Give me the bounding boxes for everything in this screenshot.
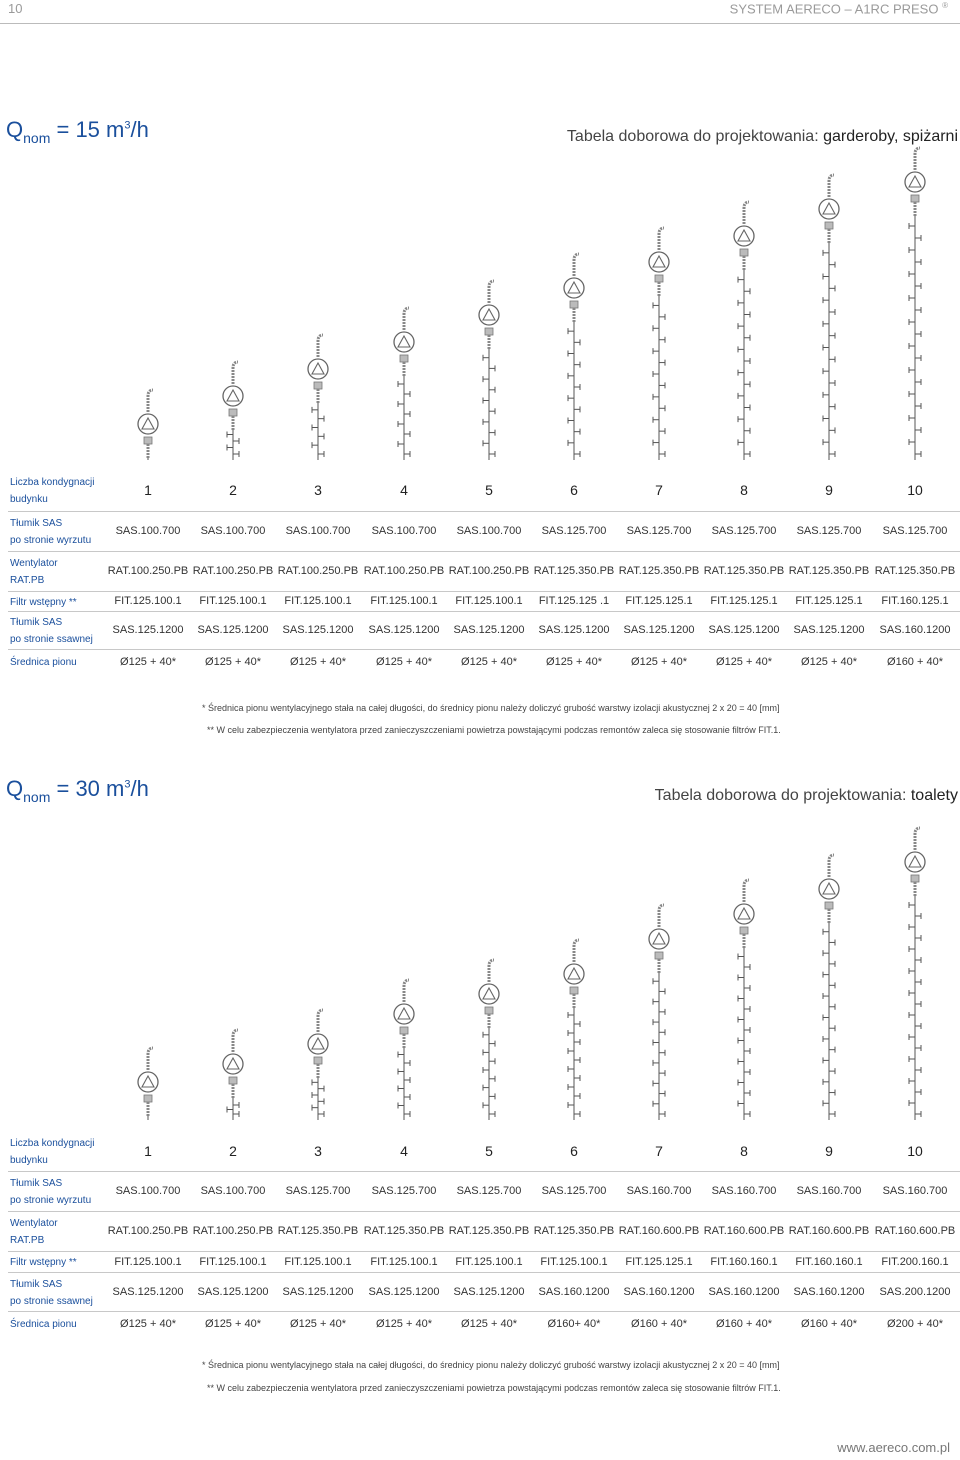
cell-diameter: Ø125 + 40*: [461, 655, 517, 668]
cell-prefilter: FIT.125.100.1: [540, 1255, 608, 1268]
cell-prefilter: FIT.125.100.1: [370, 1255, 438, 1268]
table-row-divider: [8, 1211, 960, 1212]
riser-6: [564, 940, 584, 1120]
cell-silencer_out: SAS.125.700: [711, 525, 777, 537]
cell-prefilter: FIT.125.100.1: [284, 1255, 352, 1268]
cell-fan: RAT.100.250.PB: [107, 565, 189, 577]
table-row-divider: [8, 1251, 960, 1252]
cell-diameter: Ø125 + 40*: [290, 655, 346, 668]
footnote-filter: ** W celu zabezpieczenia wentylatora przed zanieczyszczeniami powietrza powstającymi podczas remontów zaleca się stosowanie filtrów FIT.1.: [207, 725, 781, 735]
cell-diameter: Ø125 + 40*: [631, 655, 687, 668]
cell-silencer_out: SAS.100.700: [115, 525, 181, 537]
cell-prefilter: FIT.125.100.1: [199, 1255, 267, 1268]
footnote-filter: ** W celu zabezpieczenia wentylatora przed zanieczyszczeniami powietrza powstającymi podczas remontów zaleca się stosowanie filtrów FIT.1.: [207, 1383, 781, 1393]
floor-count-cell: 2: [229, 482, 237, 498]
cell-silencer_out: SAS.125.700: [371, 1185, 437, 1197]
cell-silencer_out: SAS.100.700: [285, 525, 351, 537]
filter-icon: [655, 952, 663, 959]
row-label-line: Liczba kondygnacji: [10, 477, 95, 488]
cell-silencer_in: SAS.125.1200: [112, 624, 184, 636]
row-label-line: RAT.PB: [10, 1235, 45, 1246]
website-link[interactable]: www.aereco.com.pl: [837, 1440, 950, 1455]
cell-fan: RAT.125.350.PB: [703, 565, 785, 577]
filter-icon: [144, 1095, 152, 1102]
riser-7: [649, 905, 669, 1120]
floor-count-cell: 8: [740, 1143, 748, 1159]
cell-prefilter: FIT.125.100.1: [114, 595, 182, 607]
cell-diameter: Ø125 + 40*: [546, 655, 602, 668]
cell-prefilter: FIT.125.125.1: [625, 595, 693, 607]
filter-icon: [570, 987, 578, 994]
cell-fan: RAT.125.350.PB: [788, 565, 870, 577]
cell-silencer_in: SAS.160.1200: [793, 1285, 865, 1298]
cell-silencer_out: SAS.125.700: [541, 525, 607, 537]
floor-count-cell: 6: [570, 1143, 578, 1159]
row-label-silencer_in: [10, 1276, 93, 1310]
floor-count-cell: 7: [655, 1143, 663, 1159]
system-title-text: SYSTEM AERECO – A1RC PRESO: [729, 1, 939, 17]
row-label-silencer_out: [10, 1175, 91, 1209]
cell-fan: RAT.100.250.PB: [448, 565, 530, 577]
footnote-diameter: * Średnica pionu wentylacyjnego stała na całej długości, do średnicy pionu należy doliczyć grubość warstwy izolacji akustycznej 2 x 20 = 40 [mm]: [202, 1360, 780, 1370]
cell-silencer_in: SAS.160.1200: [623, 1285, 695, 1298]
cell-silencer_out: SAS.100.700: [200, 1185, 266, 1197]
row-label-line: Średnica pionu: [10, 1319, 77, 1330]
page-number: 10: [8, 1, 23, 16]
cell-prefilter: FIT.160.160.1: [795, 1255, 863, 1268]
cell-prefilter: FIT.125.100.1: [114, 1255, 182, 1268]
cell-silencer_in: SAS.125.1200: [793, 624, 865, 636]
floor-count-cell: 3: [314, 1143, 322, 1159]
cell-diameter: Ø125 + 40*: [290, 1317, 346, 1330]
cell-silencer_in: SAS.125.1200: [453, 1285, 525, 1298]
cell-fan: RAT.125.350.PB: [363, 1225, 445, 1237]
row-label-line: Filtr wstępny **: [10, 1257, 77, 1268]
cell-fan: RAT.125.350.PB: [618, 565, 700, 577]
cell-diameter: Ø160 + 40*: [716, 1317, 772, 1330]
cell-silencer_in: SAS.160.1200: [538, 1285, 610, 1298]
cell-prefilter: FIT.125.100.1: [455, 595, 523, 607]
cell-silencer_in: SAS.125.1200: [623, 624, 695, 636]
riser-5: [479, 960, 499, 1120]
cell-diameter: Ø125 + 40*: [716, 655, 772, 668]
riser-3: [308, 1010, 328, 1120]
cell-silencer_out: SAS.125.700: [626, 525, 692, 537]
floor-count-cell: 3: [314, 482, 322, 498]
cell-silencer_out: SAS.125.700: [456, 1185, 522, 1197]
filter-icon: [229, 1077, 237, 1084]
cell-fan: RAT.160.600.PB: [618, 1225, 700, 1237]
row-label-line: po stronie ssawnej: [10, 634, 93, 645]
footnote-diameter: * Średnica pionu wentylacyjnego stała na całej długości, do średnicy pionu należy doliczyć grubość warstwy izolacji akustycznej 2 x 20 = 40 [mm]: [202, 703, 780, 713]
cell-prefilter: FIT.125.125.1: [710, 595, 778, 607]
riser-8: [734, 880, 754, 1120]
row-label-diameter: [10, 1316, 77, 1333]
cell-fan: RAT.160.600.PB: [788, 1225, 870, 1237]
cell-prefilter: FIT.125.100.1: [455, 1255, 523, 1268]
cell-fan: RAT.100.250.PB: [192, 565, 274, 577]
row-label-line: po stronie wyrzutu: [10, 1195, 92, 1206]
cell-prefilter: FIT.160.160.1: [710, 1255, 778, 1268]
riser-10: [905, 828, 925, 1120]
cell-diameter: Ø125 + 40*: [376, 655, 432, 668]
table-title-1: Tabela doborowa do projektowania: garderoby, spiżarni: [566, 128, 958, 145]
flow-rate-title-1: $Q_{nom} = 15$ $m^3/h$: [6, 117, 149, 146]
table-row-divider: [8, 1272, 960, 1273]
cell-prefilter: FIT.125.125 .1: [538, 595, 610, 607]
cell-diameter: Ø125 + 40*: [461, 1317, 517, 1330]
row-label-line: Liczba kondygnacji: [10, 1138, 95, 1149]
cell-silencer_in: SAS.125.1200: [282, 624, 354, 636]
cell-silencer_in: SAS.125.1200: [368, 624, 440, 636]
cell-silencer_out: SAS.125.700: [796, 525, 862, 537]
cell-silencer_out: SAS.125.700: [541, 1185, 607, 1197]
registered-mark: ®: [942, 1, 948, 10]
cell-silencer_out: SAS.160.700: [626, 1185, 692, 1197]
cell-silencer_out: SAS.125.700: [285, 1185, 351, 1197]
floor-count-cell: 8: [740, 482, 748, 498]
riser-1: [138, 1048, 158, 1120]
row-label-line: budynku: [10, 1155, 48, 1166]
cell-prefilter: FIT.125.125.1: [625, 1255, 693, 1268]
cell-silencer_in: SAS.160.1200: [879, 624, 951, 636]
cell-prefilter: FIT.125.125.1: [795, 595, 863, 607]
cell-diameter: Ø125 + 40*: [205, 1317, 261, 1330]
filter-icon: [911, 875, 919, 882]
row-label-line: RAT.PB: [10, 575, 45, 586]
cell-silencer_in: SAS.125.1200: [368, 1285, 440, 1298]
floor-count-cell: 1: [144, 1143, 152, 1159]
floor-count-cell: 10: [907, 482, 923, 498]
filter-icon: [400, 1027, 408, 1034]
floor-count-cell: 5: [485, 1143, 493, 1159]
cell-silencer_in: SAS.125.1200: [282, 1285, 354, 1298]
cell-fan: RAT.125.350.PB: [533, 565, 615, 577]
cell-diameter: Ø160+ 40*: [547, 1317, 601, 1330]
cell-fan: RAT.160.600.PB: [703, 1225, 785, 1237]
cell-fan: RAT.125.350.PB: [448, 1225, 530, 1237]
filter-icon: [825, 902, 833, 909]
cell-fan: RAT.100.250.PB: [363, 565, 445, 577]
flow-rate-title-2: $Q_{nom} = 30$ $m^3/h$: [6, 776, 149, 805]
floor-count-cell: 7: [655, 482, 663, 498]
cell-fan: RAT.100.250.PB: [277, 565, 359, 577]
cell-silencer_out: SAS.100.700: [200, 525, 266, 537]
table-title-2: Tabela doborowa do projektowania: toalety: [654, 787, 958, 804]
cell-diameter: Ø125 + 40*: [801, 655, 857, 668]
riser-9: [819, 855, 839, 1120]
cell-diameter: Ø125 + 40*: [120, 655, 176, 668]
cell-silencer_out: SAS.100.700: [456, 525, 522, 537]
cell-silencer_out: SAS.125.700: [882, 525, 948, 537]
cell-prefilter: FIT.125.100.1: [199, 595, 267, 607]
floor-count-cell: 4: [400, 482, 408, 498]
cell-silencer_out: SAS.100.700: [371, 525, 437, 537]
cell-diameter: Ø125 + 40*: [205, 655, 261, 668]
filter-icon: [740, 927, 748, 934]
cell-diameter: Ø200 + 40*: [887, 1317, 943, 1330]
cell-prefilter: FIT.200.160.1: [881, 1255, 949, 1268]
row-label-line: Średnica pionu: [10, 657, 77, 668]
floor-count-cell: 6: [570, 482, 578, 498]
cell-silencer_in: SAS.125.1200: [197, 624, 269, 636]
cell-silencer_in: SAS.125.1200: [453, 624, 525, 636]
floor-count-cell: 9: [825, 1143, 833, 1159]
cell-prefilter: FIT.160.125.1: [881, 595, 949, 607]
row-label-line: Filtr wstępny **: [10, 596, 77, 608]
cell-silencer_out: SAS.160.700: [796, 1185, 862, 1197]
cell-silencer_out: SAS.160.700: [711, 1185, 777, 1197]
row-label-line: budynku: [10, 494, 48, 505]
floor-count-cell: 2: [229, 1143, 237, 1159]
riser-4: [394, 980, 414, 1120]
cell-diameter: Ø125 + 40*: [120, 1317, 176, 1330]
cell-diameter: Ø160 + 40*: [887, 655, 943, 668]
row-label-prefilter: [10, 1254, 77, 1271]
cell-diameter: Ø160 + 40*: [801, 1317, 857, 1330]
cell-silencer_in: SAS.125.1200: [538, 624, 610, 636]
floor-count-cell: 5: [485, 482, 493, 498]
cell-silencer_in: SAS.125.1200: [112, 1285, 184, 1298]
row-label-line: Wentylator: [10, 558, 58, 569]
floor-count-cell: 4: [400, 1143, 408, 1159]
row-label-line: Tłumik SAS: [10, 617, 63, 628]
floor-count-cell: 1: [144, 482, 152, 498]
floor-count-cell: 9: [825, 482, 833, 498]
row-label-line: Tłumik SAS: [10, 1178, 63, 1189]
cell-silencer_out: SAS.160.700: [882, 1185, 948, 1197]
cell-silencer_out: SAS.100.700: [115, 1185, 181, 1197]
floor-count-cell: 10: [907, 1143, 923, 1159]
table-row-divider: [8, 1171, 960, 1172]
cell-fan: RAT.125.350.PB: [277, 1225, 359, 1237]
cell-silencer_in: SAS.125.1200: [197, 1285, 269, 1298]
cell-silencer_in: SAS.125.1200: [708, 624, 780, 636]
row-label-line: Tłumik SAS: [10, 518, 63, 529]
cell-fan: RAT.160.600.PB: [874, 1225, 956, 1237]
row-label-line: Wentylator: [10, 1218, 58, 1229]
row-label-line: Tłumik SAS: [10, 1278, 63, 1290]
cell-silencer_in: SAS.200.1200: [879, 1285, 951, 1298]
cell-diameter: Ø160 + 40*: [631, 1317, 687, 1330]
row-label-floors: [10, 1135, 95, 1169]
cell-prefilter: FIT.125.100.1: [284, 595, 352, 607]
cell-fan: RAT.125.350.PB: [533, 1225, 615, 1237]
cell-diameter: Ø125 + 40*: [376, 1317, 432, 1330]
cell-prefilter: FIT.125.100.1: [370, 595, 438, 607]
cell-fan: RAT.100.250.PB: [192, 1225, 274, 1237]
cell-fan: RAT.100.250.PB: [107, 1225, 189, 1237]
row-label-fan: [10, 1215, 58, 1249]
cell-silencer_in: SAS.160.1200: [708, 1285, 780, 1298]
table-row-divider: [8, 1311, 960, 1312]
row-label-line: po stronie ssawnej: [10, 1295, 93, 1307]
filter-icon: [314, 1057, 322, 1064]
filter-icon: [485, 1007, 493, 1014]
riser-2: [223, 1030, 243, 1120]
row-label-line: po stronie wyrzutu: [10, 535, 92, 546]
cell-fan: RAT.125.350.PB: [874, 565, 956, 577]
